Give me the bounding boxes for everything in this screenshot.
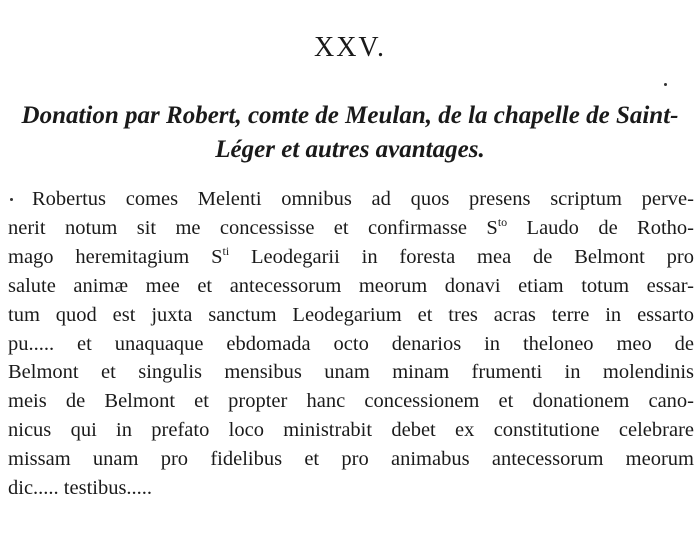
text-line (8, 387, 694, 416)
text-line-content: dic..... testibus..... (8, 477, 153, 500)
text-line-content: Laudo de Rotho- (507, 216, 694, 239)
text-line-content: meis de Belmont et propter hanc concessionem et donationem cano- (8, 390, 694, 413)
title-line: Léger et autres avantages. (215, 136, 485, 163)
text-line-content: salute animæ mee et antecessorum meorum donavi etiam totum essar- (8, 274, 694, 297)
text-line (8, 214, 694, 243)
text-line (8, 272, 694, 301)
text-line (8, 474, 694, 503)
charter-text (8, 185, 694, 503)
text-line-content: nerit notum sit me concessisse et confirmasse S (8, 216, 498, 239)
superscript-abbrev: to (497, 215, 508, 230)
print-speck (664, 83, 667, 86)
text-line (8, 358, 694, 387)
title-line: Donation par Robert, comte de Meulan, de la chapelle de Saint- (21, 102, 679, 129)
text-line-content: Robertus comes Melenti omnibus ad quos presens scriptum perve- (32, 188, 694, 210)
text-line-content: Belmont et singulis mensibus unam minam frumenti in molendinis (8, 361, 694, 384)
text-line-content: nicus qui in prefato loco ministrabit debet ex constitutione celebrare (8, 419, 694, 442)
text-line-content: tum quod est juxta sanctum Leodegarium et tres acras terre in essarto (8, 303, 694, 326)
text-line-content: Leodegarii in foresta mea de Belmont pro (229, 245, 694, 268)
text-line-content: mago heremitagium S (8, 245, 223, 268)
superscript-abbrev: ti (222, 243, 230, 258)
charter-title (8, 99, 692, 167)
text-line (8, 445, 694, 474)
text-line (8, 330, 694, 359)
text-line-content: pu..... et unaquaque ebdomada octo denarios in theloneo meo de (8, 332, 694, 355)
text-line (8, 243, 694, 272)
text-line (8, 185, 694, 214)
text-line (8, 301, 694, 330)
text-line (8, 416, 694, 445)
print-speck (10, 198, 13, 201)
charter-number: XXV. (313, 32, 387, 63)
text-line-content: missam unam pro fidelibus et pro animabus antecessorum meorum (8, 448, 694, 471)
